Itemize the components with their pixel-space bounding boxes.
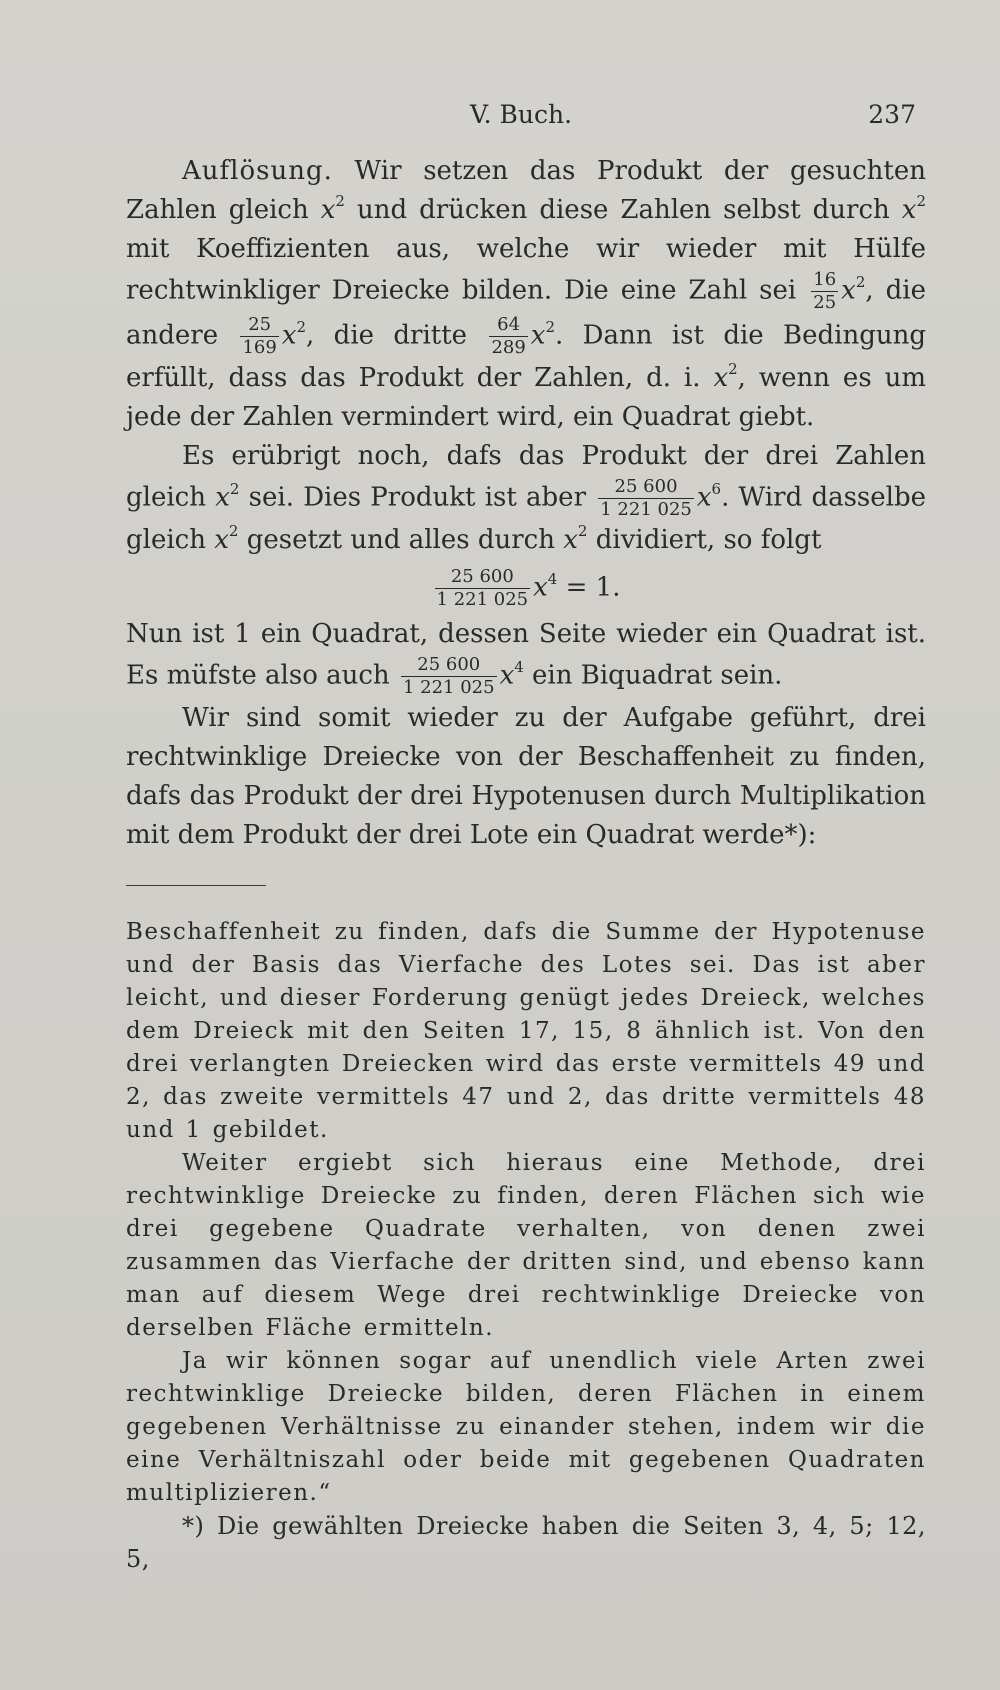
fraction — [401, 654, 497, 699]
text-run: . Dann ist die Bedingung erfüllt, dass das Produkt der Zahlen, d. i. — [126, 320, 927, 393]
fraction — [489, 314, 527, 359]
fraction — [811, 269, 838, 314]
text-run: Nun ist 1 ein Quadrat, dessen Seite wieder ein Quadrat ist. Es müfste also auch — [126, 619, 926, 691]
text-run: ein Biquadrat sein. — [523, 660, 783, 691]
exponent: 4 — [514, 657, 524, 676]
math-var: x — [563, 525, 578, 555]
exponent: 2 — [545, 317, 556, 336]
footnote-paragraph: Beschaffenheit zu finden, dafs die Summe der Hypotenuse und der Basis das Vierfache des Lotes sei. Das ist aber leicht, und dieser Forderung genügt jedes Dreieck, welches dem Dreieck mit den Seiten 17, 15, 8 ähnlich ist. Von den drei verlangten Dreiecken wird das erste vermittels 49 und 2, das zweite vermittels 47 und 2, das dritte vermittels 48 und 1 gebildet. — [126, 919, 926, 1143]
fraction-numerator: 25 600 — [417, 654, 481, 675]
fraction-denominator: 169 — [242, 337, 277, 358]
fraction-numerator: 64 — [497, 314, 521, 335]
running-header — [126, 100, 916, 140]
math-var: x — [533, 572, 548, 603]
text-run: . Wird dasselbe gleich — [126, 482, 927, 555]
exponent: 6 — [711, 479, 722, 498]
math-var: x — [901, 195, 917, 225]
footnote-paragraph: Weiter ergiebt sich hieraus eine Methode, drei rechtwinklige Dreiecke zu finden, deren Flächen sich wie drei gegebene Quadrate verhalten, von denen zwei zusammen das Vierfache der dritten sind, und ebenso kann man auf diesem Wege drei rechtwinklige Dreiecke von derselben Fläche ermitteln. — [126, 1150, 926, 1341]
equation-rhs: = 1. — [557, 572, 621, 603]
math-var: x — [214, 525, 229, 555]
math-var: x — [499, 660, 515, 691]
text-run: und drücken diese Zahlen selbst durch — [344, 195, 902, 225]
running-title: V. Buch. — [469, 100, 573, 129]
display-equation — [126, 566, 926, 611]
main-text — [126, 152, 926, 1576]
fraction-denominator: 25 — [813, 292, 837, 313]
fraction-numerator: 25 600 — [450, 566, 514, 587]
math-var: x — [320, 195, 336, 225]
fraction-denominator: 1 221 025 — [402, 677, 495, 698]
exponent: 2 — [855, 272, 866, 291]
paragraph-aufgabe: Wir sind somit wieder zu der Aufgabe geführt, drei rechtwinklige Dreiecke von der Beschaffenheit zu finden, dafs das Produkt der drei Hypotenusen durch Multiplikation mit dem Produkt der drei Lote ein Quadrat werde*): — [126, 703, 926, 850]
text-run: sei. Dies Produkt ist aber — [239, 482, 596, 513]
footnote-asterisk: *) Die gewählten Dreiecke haben die Seiten 3, 4, 5; 12, 5, — [126, 1512, 926, 1573]
math-var: x — [841, 275, 856, 306]
fraction-numerator: 25 600 — [614, 476, 678, 497]
fraction-denominator: 1 221 025 — [600, 499, 692, 520]
page-number: 237 — [868, 100, 916, 129]
exponent: 4 — [547, 569, 558, 588]
exponent: 2 — [728, 360, 738, 379]
text-run: gesetzt und alles durch — [238, 525, 564, 555]
exponent: 2 — [916, 192, 926, 211]
fraction-denominator: 1 221 025 — [436, 589, 529, 610]
math-var: x — [696, 482, 712, 513]
exponent: 2 — [577, 522, 588, 541]
math-var: x — [215, 482, 230, 513]
paragraph-quadrat — [126, 615, 926, 699]
fraction-numerator: 16 — [813, 269, 837, 290]
math-var: x — [713, 363, 729, 393]
fraction-denominator: 289 — [491, 337, 526, 358]
exponent: 2 — [296, 317, 307, 336]
math-var: x — [281, 320, 297, 351]
text-run: Es erübrigt noch, dafs das Produkt der drei Zahlen gleich — [126, 441, 926, 513]
footnote-divider — [126, 885, 266, 886]
exponent: 2 — [335, 192, 345, 211]
section-head: Auflösung. — [182, 156, 333, 186]
exponent: 2 — [229, 479, 240, 498]
text-run: Wir setzen das Produkt der gesuchten Zahlen gleich — [126, 156, 926, 225]
text-run: dividiert, so folgt — [587, 525, 822, 555]
text-run: mit Koeffizienten aus, welche wir wieder mit Hülfe rechtwinkliger Dreiecke bilden. Die eine Zahl sei — [126, 234, 926, 306]
fraction — [435, 566, 531, 611]
fraction — [598, 476, 694, 521]
paragraph-produkt — [126, 437, 926, 560]
text-run: , die dritte — [306, 320, 487, 351]
text-run: , die andere — [126, 275, 926, 351]
exponent: 2 — [228, 522, 239, 541]
footnote-block — [126, 916, 926, 1576]
footnote-paragraph: Ja wir können sogar auf unendlich viele Arten zwei rechtwinklige Dreiecke bilden, deren Flächen in einem gegebenen Verhältnisse zu einander stehen, indem wir die eine Verhältniszahl oder beide mit gegebenen Quadraten multiplizieren.“ — [126, 1348, 926, 1506]
text-run: , wenn es um jede der Zahlen vermindert wird, ein Quadrat giebt. — [126, 363, 926, 432]
fraction-numerator: 25 — [248, 314, 272, 335]
fraction — [240, 314, 278, 359]
paragraph-aufloesung — [126, 152, 926, 437]
math-var: x — [530, 320, 546, 351]
